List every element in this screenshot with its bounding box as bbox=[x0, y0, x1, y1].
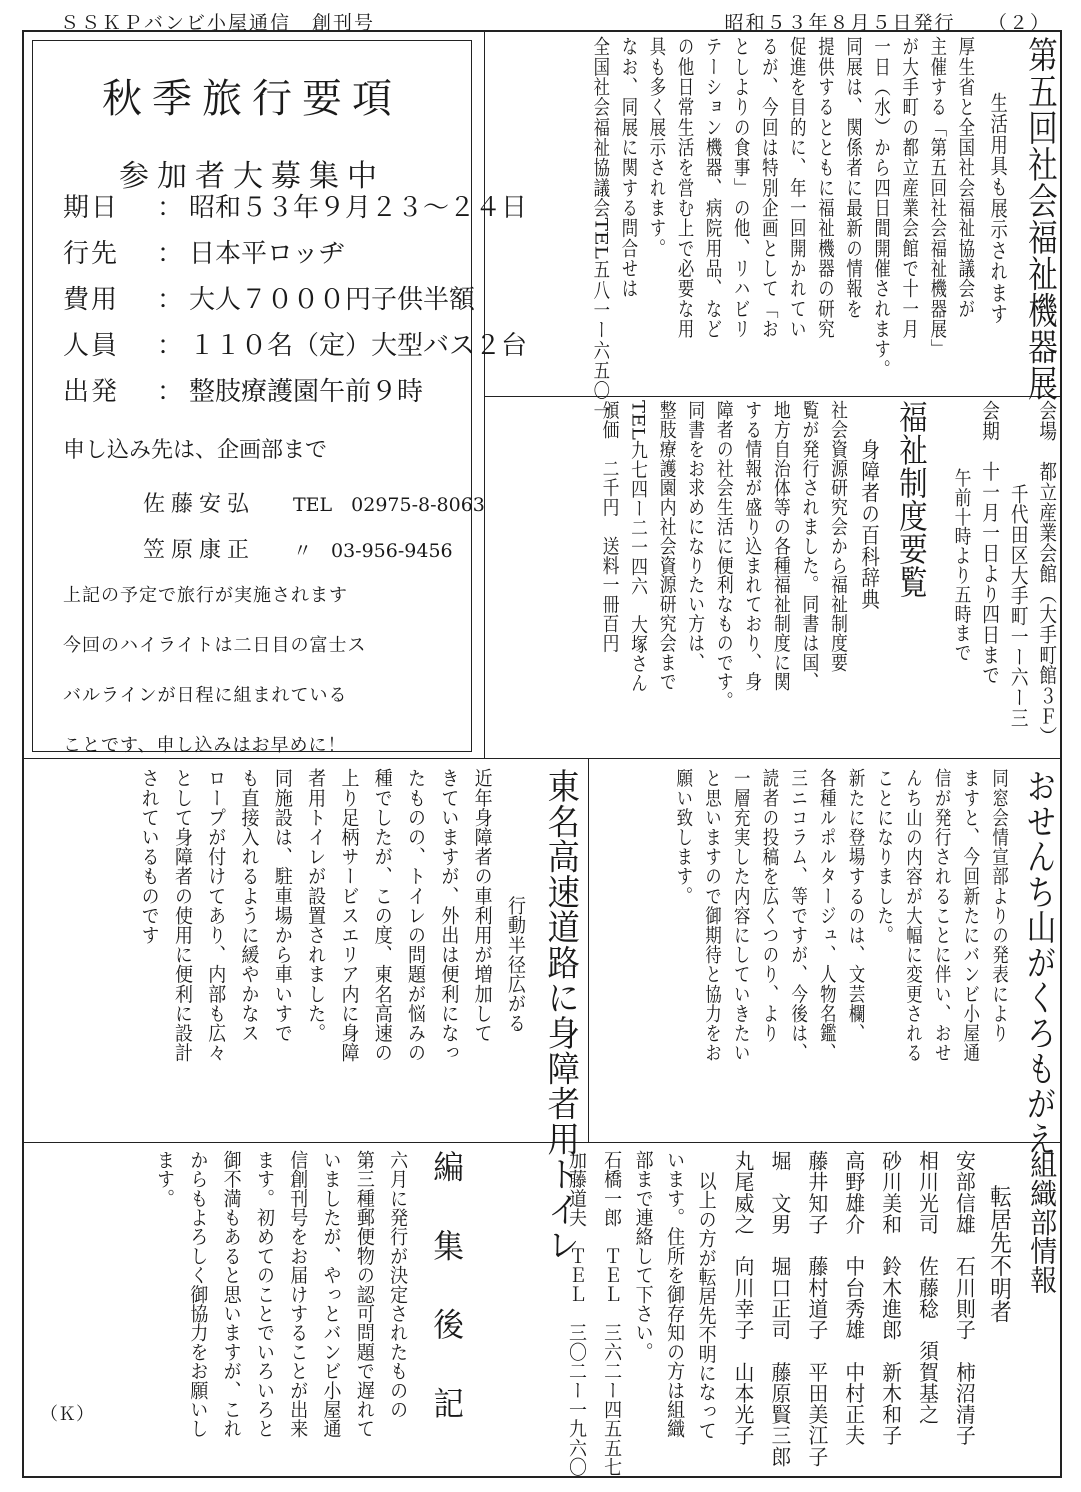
exhibit-line: 主催する「第五回社会福祉機器展」 bbox=[928, 36, 948, 359]
oshenchi-line: と思いますので御期待と協力をお bbox=[702, 768, 723, 1062]
detail-destination: 行先 ： 日本平ロッヂ bbox=[63, 233, 345, 270]
exhibit-line: が大手町の都立産業会館で十一月 bbox=[900, 36, 920, 339]
divider-middle-vertical bbox=[588, 758, 589, 1143]
travel-subtitle: 参加者大募集中 bbox=[119, 159, 385, 194]
newsletter-title: ＳＳＫＰバンビ小屋通信 創刊号 bbox=[60, 12, 376, 34]
welfare-line: TEL九七四ー二一四六 大塚さん bbox=[628, 400, 649, 693]
welfare-line: する情報が盛り込まれており、身 bbox=[742, 400, 763, 691]
organization-article bbox=[470, 1150, 1060, 1477]
contact-person bbox=[143, 487, 485, 518]
oshenchi-line: 一層充実した内容にしていきたい bbox=[731, 768, 751, 1062]
oshenchi-line: 新たに登場するのは、文芸欄、 bbox=[845, 768, 866, 1043]
travel-title: 秋季旅行要項 bbox=[102, 76, 402, 122]
oshenchi-line: んち山の内容が大幅に変更される bbox=[903, 768, 924, 1062]
highway-line: 種でしたが、この度、東名高速の bbox=[371, 768, 394, 1062]
oshenchi-line: 読者の投稿を広くつのり、より bbox=[759, 768, 780, 1043]
exhibit-line: 具も多く展示されます。 bbox=[647, 36, 667, 258]
missing-person-row: 藤井知子 藤村道子 平田美江子 bbox=[805, 1150, 828, 1467]
editorial-title: 編集後記 bbox=[427, 1150, 464, 1465]
editorial-line: 第三種郵便物の認可問題で遅れて bbox=[353, 1150, 376, 1438]
welfare-subtitle: 身障者の百科辞典 bbox=[858, 438, 880, 610]
venue-place: 会場 都立産業会館（大手町館３Ｆ） bbox=[1037, 400, 1058, 747]
highway-line: ロープが付けてあり、内部も広々 bbox=[205, 768, 227, 1062]
highway-line: 近年身障者の車利用が増加して bbox=[471, 768, 494, 1043]
exhibit-line: の他日常生活を営む上で必要な用 bbox=[675, 36, 695, 339]
welfare-line: 覧が発行されました。同書は国、 bbox=[799, 400, 820, 691]
editorial-line: ます。 bbox=[153, 1150, 176, 1208]
detail-date: 期日 ： 昭和５３年９月２３～２４日 bbox=[63, 187, 527, 224]
welfare-line: 同書をお求めになりたい方は、 bbox=[685, 400, 706, 672]
travel-note-line: ことです、申し込みはお早めに！ bbox=[63, 735, 347, 756]
travel-announcement bbox=[32, 40, 528, 756]
oshenchi-line: ことになりました。 bbox=[874, 768, 895, 945]
travel-note-line: 今回のハイライトは二日目の富士ス bbox=[63, 635, 367, 656]
welfare-line: 障者の社会生活に便利なものです。 bbox=[713, 400, 735, 711]
exhibit-line: 全国社会福祉協議会TEL五八一ー六五〇一 bbox=[591, 36, 611, 421]
detail-cost: 費用 ： 大人７０００円子供半額 bbox=[63, 279, 475, 316]
organization-line: 部まで連絡して下さい。 bbox=[632, 1150, 655, 1362]
exhibit-article bbox=[484, 36, 1062, 421]
detail-cost-label: 費用 bbox=[63, 285, 120, 315]
detail-date-label: 期日 bbox=[63, 193, 120, 223]
oshenchi-title: おせんち山がくろもがえ bbox=[1022, 768, 1056, 1157]
divider-middle bbox=[22, 758, 1062, 759]
missing-person-row: 安部信雄 石川則子 柿沼清子 bbox=[952, 1150, 976, 1446]
oshenchi-line: 三ニコラム、等ですが、今後は、 bbox=[788, 768, 809, 1062]
detail-destination-value: 日本平ロッヂ bbox=[189, 239, 345, 269]
welfare-article bbox=[488, 400, 1060, 754]
missing-person-row: 丸尾威之 向川幸子 山本光子 bbox=[731, 1150, 754, 1446]
oshenchi-line: ますと、今回新たにバンビ小屋通 bbox=[960, 768, 981, 1062]
exhibit-line: としよりの食事」の他、リハビリ bbox=[732, 36, 751, 339]
editorial-line: いましたが、やっとバンビ小屋通 bbox=[320, 1150, 342, 1438]
detail-date-value: 昭和５３年９月２３～２４日 bbox=[189, 193, 528, 223]
missing-person-row: 高野雄介 中台秀雄 中村正夫 bbox=[842, 1150, 865, 1446]
editorial-article bbox=[80, 1150, 468, 1474]
highway-subtitle: 行動半径広がる bbox=[504, 895, 527, 1033]
travel-note-line: バルラインが日程に組まれている bbox=[63, 685, 348, 706]
highway-title: 東名高速道路に身障者用トイレ bbox=[542, 768, 580, 1262]
organization-subtitle: 転居先不明者 bbox=[986, 1184, 1012, 1323]
highway-line: として身障者の使用に便利に設計 bbox=[171, 768, 194, 1062]
exhibit-line: 促進を目的に、年一回開かれてい bbox=[788, 36, 807, 339]
exhibit-line: 厚生省と全国社会福祉協議会が bbox=[956, 36, 976, 319]
exhibit-line: なお、同展に関する問合せは bbox=[619, 36, 639, 299]
exhibit-title: 第五回社会福祉機器展 bbox=[1023, 36, 1058, 401]
missing-person-row: 砂川美和 鈴木進郎 新木和子 bbox=[879, 1150, 902, 1446]
detail-cost-value: 大人７０００円子供半額 bbox=[189, 285, 476, 315]
editorial-line: からもよろしく御協力をお願いし bbox=[187, 1150, 209, 1438]
welfare-line: 社会資源研究会から福祉制度要 bbox=[828, 400, 849, 672]
welfare-title: 福祉制度要覧 bbox=[893, 400, 928, 598]
contact-name: 笠原康正 bbox=[143, 538, 256, 563]
divider-top-right bbox=[484, 396, 1062, 397]
organization-contact: 石橋一郎 ＴＥＬ 三六二ー四五五七 bbox=[601, 1150, 623, 1477]
detail-destination-label: 行先 bbox=[63, 239, 120, 269]
detail-departure-value: 整肢療護園午前９時 bbox=[189, 377, 424, 407]
highway-article bbox=[30, 768, 584, 1262]
missing-person-row: 堀 文男 堀口正司 藤原賢三郎 bbox=[768, 1150, 791, 1467]
exhibit-line: るが、今回は特別企画として「お bbox=[760, 36, 779, 339]
highway-line: されているものです bbox=[138, 768, 161, 945]
organization-contact: 加藤道夫 ＴＥＬ 三〇二ー一九六〇 bbox=[565, 1150, 588, 1477]
contact-phone: 〃 03-956-9456 bbox=[293, 540, 453, 562]
venue-period: 会期 十一月一日より四日まで bbox=[980, 400, 1001, 686]
highway-line: たものの、トイレの問題が悩みの bbox=[404, 768, 427, 1062]
exhibit-line: 一日（水）から四日間開催されます。 bbox=[872, 36, 892, 379]
oshenchi-line: 各種ルポルタージュ、人物名鑑、 bbox=[817, 768, 837, 1062]
editorial-line: 信創刊号をお届けすることが出来 bbox=[287, 1150, 309, 1438]
contact-person bbox=[143, 533, 453, 564]
welfare-line: 地方自治体等の各種福祉制度に関 bbox=[771, 400, 792, 691]
oshenchi-article bbox=[592, 768, 1060, 1157]
highway-line: 者用トイレが設置されました。 bbox=[305, 768, 327, 1043]
highway-line: も直接入れるように緩やかなス bbox=[238, 768, 260, 1043]
organization-line: 以上の方が転居先不明になって bbox=[695, 1171, 718, 1440]
oshenchi-line: 願い致します。 bbox=[673, 768, 694, 906]
travel-note-line: 上記の予定で旅行が実施されます bbox=[63, 585, 348, 606]
editorial-line: 御不満もあると思いますが、これ bbox=[220, 1150, 243, 1438]
welfare-line: 頒価 二千円 送料一冊百円 bbox=[599, 400, 620, 653]
contact-heading: 申し込み先は、企画部まで bbox=[63, 438, 328, 463]
detail-departure-label: 出発 bbox=[63, 377, 120, 407]
detail-capacity-value: １１０名（定）大型バス２台 bbox=[189, 331, 528, 361]
missing-person-row: 相川光司 佐藤稔 須賀基之 bbox=[916, 1150, 939, 1425]
highway-line: きていますが、外出は便利になっ bbox=[438, 768, 460, 1062]
contact-phone: TEL 02975-8-8063 bbox=[293, 494, 485, 516]
exhibit-line: テーション機器、病院用品、など bbox=[703, 36, 723, 339]
venue-hours: 午前十時より五時まで bbox=[951, 467, 972, 662]
venue-address: 千代田区大手町一ー六ー三 bbox=[1008, 483, 1029, 728]
detail-capacity: 人員 ： １１０名（定）大型バス２台 bbox=[63, 325, 527, 362]
detail-departure: 出発 ： 整肢療護園午前９時 bbox=[63, 371, 423, 408]
contact-name: 佐藤安弘 bbox=[143, 492, 256, 517]
welfare-line: 整肢療護園内社会資源研究会まで bbox=[656, 400, 677, 691]
oshenchi-line: 同窓会情宣部よりの発表により bbox=[989, 768, 1010, 1043]
issue-date: 昭和５３年８月５日発行 （２） bbox=[724, 12, 1051, 34]
editorial-line: ます。初めてのことでいろいろと bbox=[253, 1150, 276, 1438]
exhibit-line: 同展は、関係者に最新の情報を bbox=[844, 36, 864, 319]
highway-line: 同施設は、駐車場から車いすで bbox=[271, 768, 294, 1043]
exhibit-line: 提供するとともに福祉機器の研究 bbox=[816, 36, 836, 339]
editor-credit: （Ｋ） bbox=[40, 1404, 94, 1425]
oshenchi-line: 信が発行されることに伴い、おせ bbox=[932, 768, 952, 1062]
organization-title: 組織部情報 bbox=[1024, 1150, 1057, 1294]
editorial-line: 六月に発行が決定されたものの bbox=[387, 1150, 409, 1419]
organization-line: います。住所を御存知の方は組織 bbox=[664, 1150, 686, 1438]
highway-line: 上り足柄サービスエリア内に身障 bbox=[338, 768, 360, 1062]
exhibit-subtitle: 生活用具も展示されます bbox=[987, 91, 1008, 325]
detail-capacity-label: 人員 bbox=[63, 331, 120, 361]
